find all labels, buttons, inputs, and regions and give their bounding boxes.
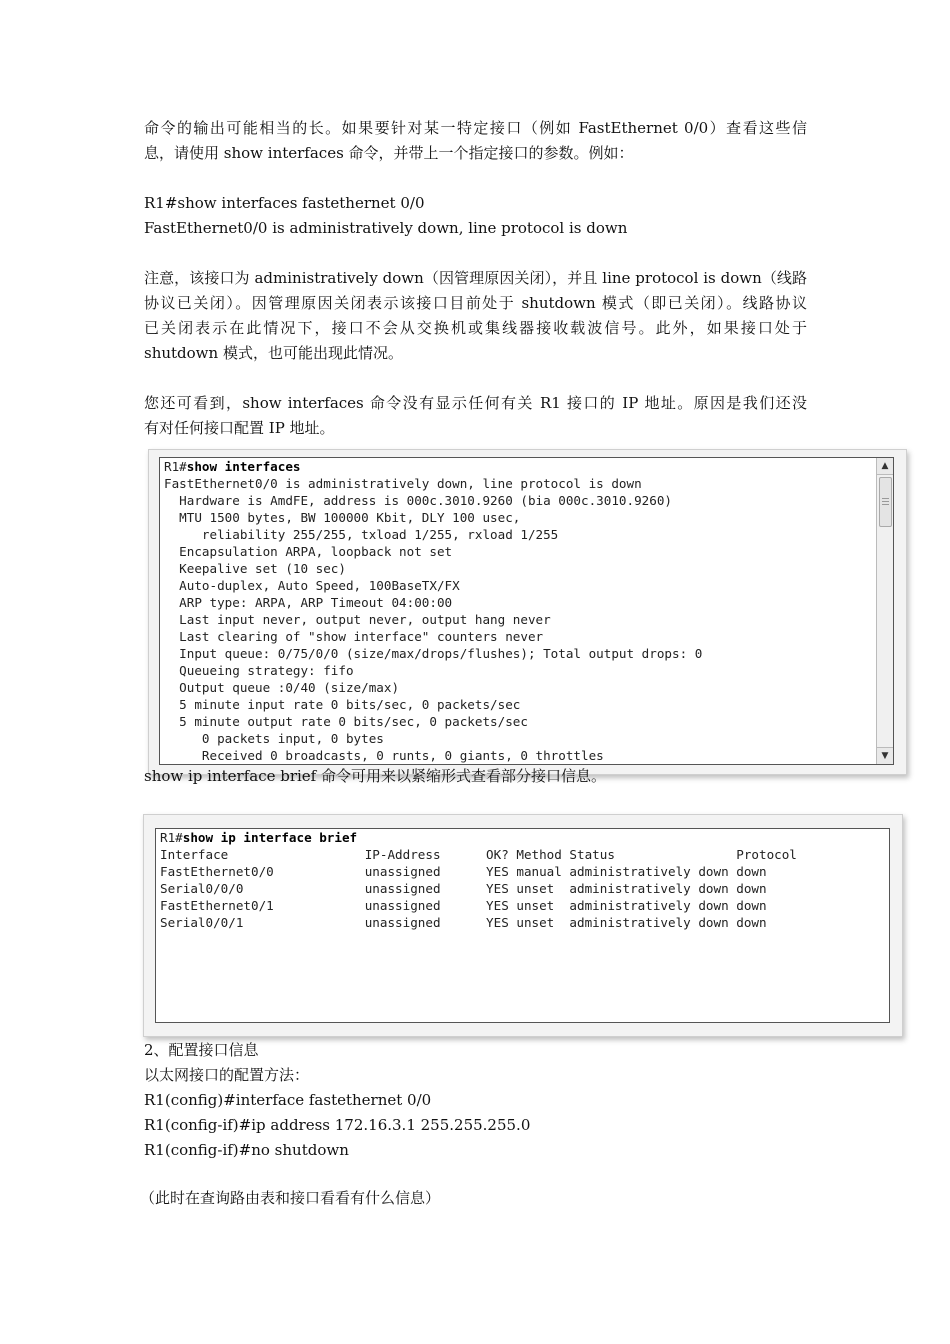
ipnote-line-1: 您还可看到，show interfaces 命令没有显示任何有关 R1 接口的 IP 地址。原因是我们还没	[144, 394, 807, 412]
terminal1-line: FastEthernet0/0 is administratively down, line protocol is down	[164, 476, 642, 491]
terminal2-row: Serial0/0/1 unassigned YES unset administratively down down	[160, 915, 767, 930]
terminal1-line: Last input never, output never, output hang never	[164, 612, 551, 627]
note-line-2: 协议已关闭）。因管理原因关闭表示该接口目前处于 shutdown 模式（即已关闭）。线路协议	[144, 294, 807, 312]
scroll-down-arrow-icon[interactable]: ▼	[877, 747, 893, 764]
terminal1-command-line	[164, 458, 300, 475]
terminal1-line: Queueing strategy: fifo	[164, 663, 354, 678]
terminal1-line: reliability 255/255, txload 1/255, rxload 1/255	[164, 527, 559, 542]
grip-line	[882, 498, 889, 499]
terminal1-line: MTU 1500 bytes, BW 100000 Kbit, DLY 100 usec,	[164, 510, 521, 525]
note-line-3: 已关闭表示在此情况下，接口不会从交换机或集线器接收载波信号。此外，如果接口处于	[144, 319, 807, 337]
terminal1-scrollbar[interactable]	[876, 458, 893, 764]
brief-caption: show ip interface brief 命令可用来以紧缩形式查看部分接口信息。	[144, 767, 607, 785]
terminal2-command: show ip interface brief	[182, 830, 358, 845]
config-subheading: 以太网接口的配置方法：	[144, 1066, 310, 1084]
terminal1-line: 0 packets input, 0 bytes	[164, 731, 384, 746]
scrollbar-thumb[interactable]	[879, 477, 892, 527]
terminal1-line: 5 minute output rate 0 bits/sec, 0 packets/sec	[164, 714, 528, 729]
example-output: FastEthernet0/0 is administratively down, line protocol is down	[144, 219, 628, 237]
terminal1-prompt: R1#	[164, 459, 187, 474]
intro-line-1: 命令的输出可能相当的长。如果要针对某一特定接口（例如 FastEthernet 0/0）查看这些信	[144, 119, 807, 137]
terminal1-command: show interfaces	[186, 459, 301, 474]
example-command: R1#show interfaces fastethernet 0/0	[144, 194, 425, 212]
terminal1-line: Keepalive set (10 sec)	[164, 561, 346, 576]
show-interfaces-screenshot	[148, 449, 907, 775]
config-command-2: R1(config-if)#ip address 172.16.3.1 255.255.255.0	[144, 1116, 531, 1134]
terminal1-line: 5 minute input rate 0 bits/sec, 0 packets/sec	[164, 697, 521, 712]
terminal2-row: FastEthernet0/0 unassigned YES manual administratively down down	[160, 864, 767, 879]
grip-line	[882, 504, 889, 505]
terminal2-prompt: R1#	[160, 830, 183, 845]
terminal1-line: Input queue: 0/75/0/0 (size/max/drops/flushes); Total output drops: 0	[164, 646, 703, 661]
note-line-4: shutdown 模式，也可能出现此情况。	[144, 344, 403, 362]
terminal1-line: Output queue :0/40 (size/max)	[164, 680, 400, 695]
config-command-3: R1(config-if)#no shutdown	[144, 1141, 349, 1159]
show-ip-interface-brief-screenshot	[143, 814, 903, 1037]
grip-line	[882, 501, 889, 502]
terminal1-line: Auto-duplex, Auto Speed, 100BaseTX/FX	[164, 578, 460, 593]
show-interfaces-terminal	[159, 457, 894, 765]
show-ip-interface-brief-terminal	[155, 828, 890, 1023]
terminal2-command-line	[160, 829, 357, 846]
terminal1-line: Last clearing of "show interface" counters never	[164, 629, 544, 644]
closing-note: （此时在查询路由表和接口看看有什么信息）	[140, 1189, 441, 1207]
terminal1-line: Hardware is AmdFE, address is 000c.3010.9260 (bia 000c.3010.9260)	[164, 493, 672, 508]
note-line-1: 注意，该接口为 administratively down（因管理原因关闭），并且 line protocol is down（线路	[144, 269, 807, 287]
terminal2-header: Interface IP-Address OK? Method Status Protocol	[160, 847, 797, 862]
ipnote-line-2: 有对任何接口配置 IP 地址。	[144, 419, 335, 437]
scroll-up-arrow-icon[interactable]: ▲	[877, 458, 893, 475]
config-command-1: R1(config)#interface fastethernet 0/0	[144, 1091, 432, 1109]
terminal1-line: Received 0 broadcasts, 0 runts, 0 giants, 0 throttles	[164, 748, 604, 763]
intro-line-2: 息，请使用 show interfaces 命令，并带上一个指定接口的参数。例如：	[144, 144, 634, 162]
terminal1-line: Encapsulation ARPA, loopback not set	[164, 544, 453, 559]
config-heading: 2、配置接口信息	[144, 1041, 259, 1059]
terminal2-row: FastEthernet0/1 unassigned YES unset administratively down down	[160, 898, 767, 913]
terminal2-row: Serial0/0/0 unassigned YES unset administratively down down	[160, 881, 767, 896]
terminal1-line: ARP type: ARPA, ARP Timeout 04:00:00	[164, 595, 453, 610]
